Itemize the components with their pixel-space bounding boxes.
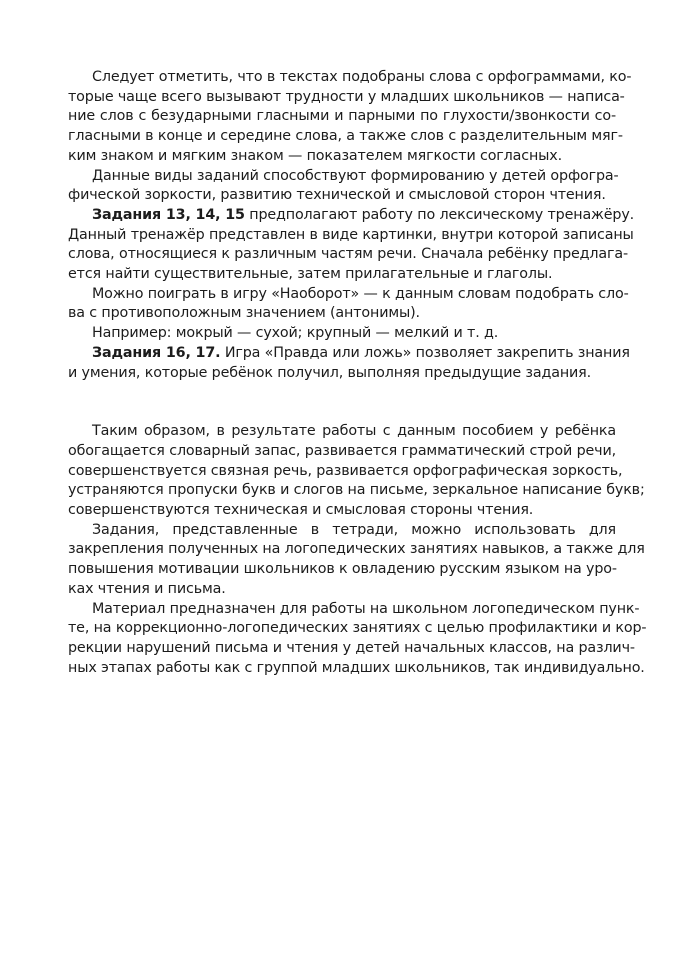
text-line: закрепления полученных на логопедических занятиях навыков, а также для	[68, 541, 645, 558]
text-line: Можно поиграть в игру «Наоборот» — к данным словам подобрать сло-	[92, 285, 629, 302]
paragraph-example	[68, 324, 616, 344]
paragraph-orthograms	[68, 68, 632, 167]
text-line: Данные виды заданий способствуют формированию у детей орфогра-	[92, 167, 619, 184]
text-line: ных этапах работы как с группой младших школьников, так индивидуально.	[68, 659, 645, 676]
text-line: совершенствуется связная речь, развивается орфографическая зоркость,	[68, 462, 623, 479]
text-fragment: Игра «Правда или ложь» позволяет закрепить знания	[220, 344, 630, 361]
paragraph-usage	[68, 521, 645, 600]
text-fragment: предполагают работу по лексическому тренажёру.	[244, 206, 635, 223]
text-line: рекции нарушений письма и чтения у детей начальных классов, на различ-	[68, 639, 635, 656]
text-line: и умения, которые ребёнок получил, выполняя предыдущие задания.	[68, 364, 592, 381]
paragraph-task-types	[68, 167, 619, 206]
text-line: ва с противоположным значением (антонимы).	[68, 305, 420, 322]
text-line: совершенствуются техническая и смысловая стороны чтения.	[68, 502, 534, 519]
paragraph-conclusion	[68, 422, 645, 521]
text-line: ках чтения и письма.	[68, 580, 226, 597]
text-line: Данный тренажёр представлен в виде картинки, внутри которой записаны	[68, 226, 634, 243]
text-line: фической зоркости, развитию технической и смысловой сторон чтения.	[68, 187, 606, 204]
text-line: ется найти существительные, затем прилагательные и глаголы.	[68, 266, 553, 283]
paragraph-opposites-game	[68, 285, 629, 324]
paragraph-tasks-16-17	[68, 344, 630, 383]
paragraph-purpose	[68, 600, 647, 679]
text-line: слова, относящиеся к различным частям речи. Сначала ребёнку предлага-	[68, 246, 628, 263]
text-line: повышения мотивации школьников к овладению русским языком на уро-	[68, 561, 617, 578]
paragraph-gap	[68, 383, 616, 422]
text-line: Например: мокрый — сухой; крупный — мелкий и т. д.	[92, 325, 499, 342]
text-line	[68, 206, 635, 226]
bold-lead: Задания 16, 17.	[92, 344, 221, 361]
text-line: Следует отметить, что в текстах подобраны слова с орфограммами, ко-	[92, 69, 632, 85]
text-line: ние слов с безударными гласными и парными по глухости/звонкости со-	[68, 108, 616, 125]
paragraph-tasks-13-15	[68, 206, 635, 285]
text-line: торые чаще всего вызывают трудности у младших школьников — написа-	[68, 88, 625, 105]
text-line	[68, 344, 630, 364]
text-line: устраняются пропуски букв и слогов на письме, зеркальное написание букв;	[68, 482, 645, 499]
text-line: Таким образом, в результате работы с данным пособием у ребёнка	[92, 423, 616, 440]
text-line: Задания, представленные в тетради, можно использовать для	[92, 521, 616, 538]
text-line: гласными в конце и середине слова, а также слов с разделительным мяг-	[68, 128, 623, 145]
text-line: ким знаком и мягким знаком — показателем мягкости согласных.	[68, 147, 563, 164]
text-line: те, на коррекционно-логопедических занятиях с целью профилактики и кор-	[68, 620, 647, 637]
text-line: обогащается словарный запас, развивается грамматический строй речи,	[68, 442, 616, 459]
text-line: Материал предназначен для работы на школьном логопедическом пунк-	[92, 600, 640, 617]
bold-lead: Задания 13, 14, 15	[92, 206, 245, 223]
document-page	[68, 68, 647, 678]
